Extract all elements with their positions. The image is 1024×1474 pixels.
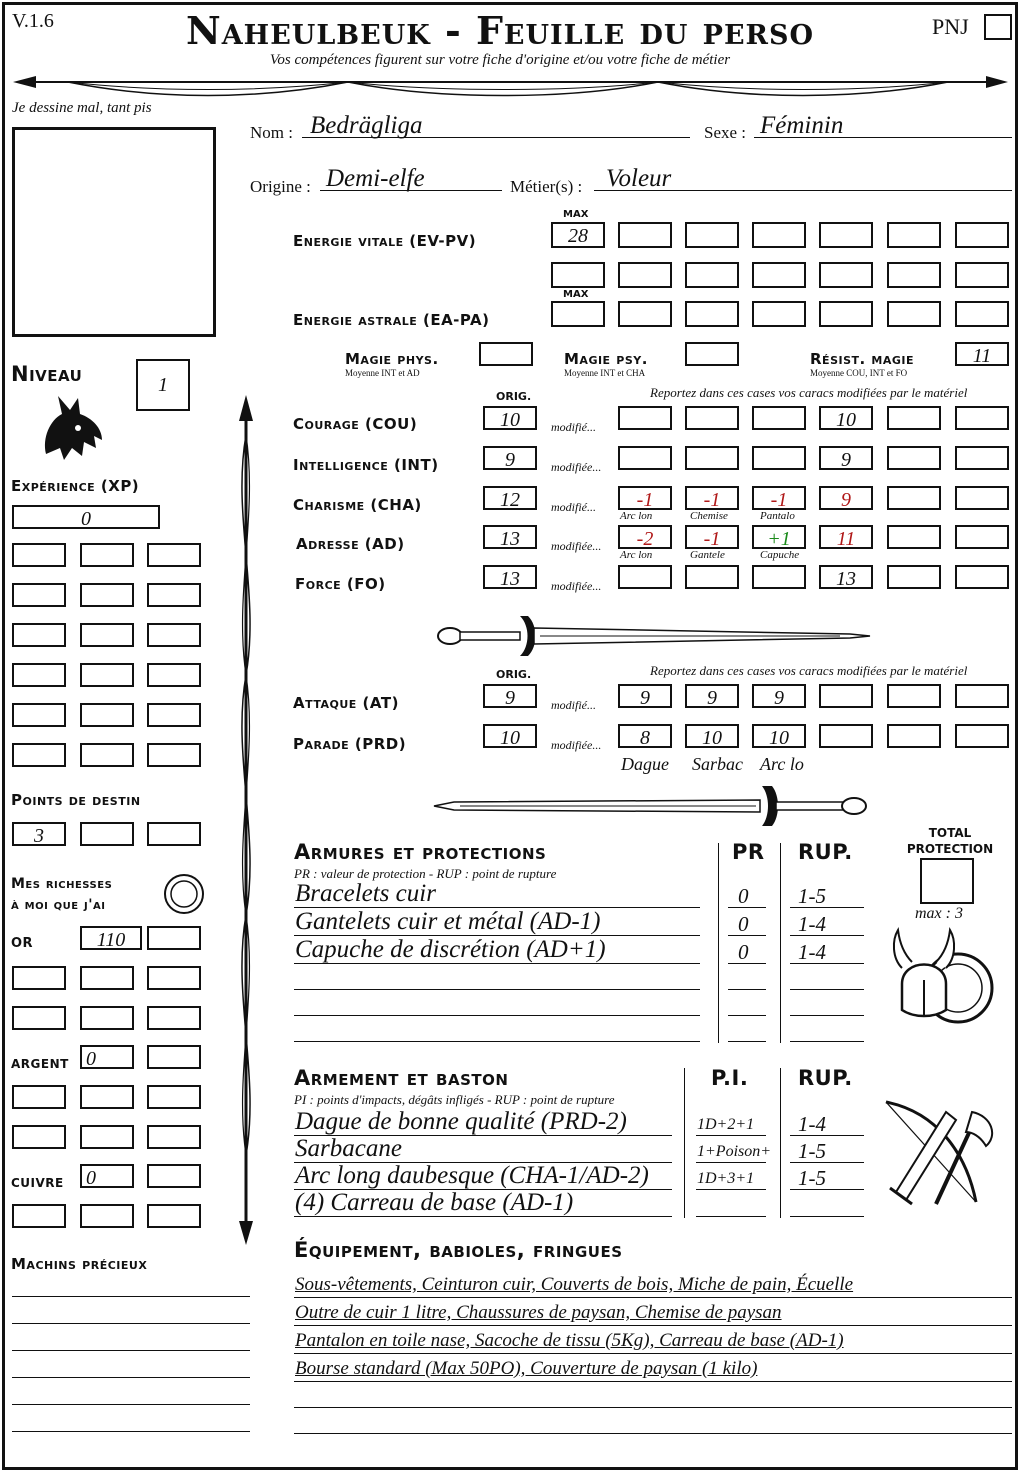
armure-line[interactable] [728,989,766,990]
argent-value: 0 [86,1048,96,1070]
ev-box[interactable] [685,222,739,248]
armures-rup-header: RUP. [798,840,853,864]
or-box[interactable] [12,966,66,990]
sexe-label: Sexe : [704,123,747,142]
xp-box[interactable] [12,505,160,529]
arme-line [696,1189,766,1190]
adresse-mod-box[interactable] [618,525,672,549]
page-subtitle: Vos compétences figurent sur votre fiche d'origine et/ou votre fiche de métier [269,52,731,68]
force-orig-value: 13 [500,568,520,590]
combat-report-note: Reportez dans ces cases vos caracs modifiées par le matériel [650,663,968,678]
total-protection-label-1: TOTAL [928,826,972,840]
charisme-final-box[interactable] [819,486,873,510]
arme-name[interactable]: Arc long daubesque (CHA-1/AD-2) [295,1162,649,1189]
machins-line[interactable] [12,1296,250,1297]
intelligence-modifie-label: modifiée... [551,460,602,474]
armure-name[interactable]: Capuche de discrétion (AD+1) [295,936,606,963]
xp-extra-box[interactable] [80,623,134,647]
armure-line [790,907,864,908]
niveau-value: 1 [158,374,168,396]
sword-icon [430,610,875,662]
force-modifie-label: modifiée... [551,579,602,593]
xp-label: Expérience (XP) [11,477,140,495]
charisme-mod-value: -1 [770,489,788,511]
or-box[interactable] [12,1006,66,1030]
force-label: Force (FO) [295,575,386,593]
sword-icon [430,780,875,832]
charisme-mod-box[interactable] [887,486,941,510]
total-protection-label-2: PROTECTION [906,842,994,856]
armement-subtitle: PI : points d'impacts, dégâts infligés - RUP : point de rupture [294,1092,615,1107]
portrait-box[interactable] [12,127,216,337]
xp-extra-box[interactable] [12,543,66,567]
ev-box[interactable] [887,222,941,248]
ea-max-label: MAX [563,289,589,300]
ev-label: Energie vitale (EV-PV) [293,232,477,250]
parade-mod-box[interactable] [955,724,1009,748]
ea-box[interactable] [819,301,873,327]
ea-box[interactable] [752,301,806,327]
adresse-mod-value: -2 [636,528,654,550]
adresse-label: Adresse (AD) [296,535,405,553]
origine-label: Origine : [250,177,311,196]
resist-magie-label: Résist. magie [810,350,915,368]
charisme-mod-note: Chemise [690,510,728,522]
ev-box[interactable] [955,262,1009,288]
armure-rup[interactable]: 1-5 [798,884,826,908]
parade-orig-box[interactable] [483,724,537,748]
equipement-line[interactable]: Outre de cuir 1 litre, Chaussures de paysan, Chemise de paysan [295,1302,782,1323]
force-mod-box[interactable] [618,565,672,589]
ev-max-label: MAX [563,209,589,220]
xp-extra-box[interactable] [147,703,201,727]
or-box[interactable] [80,966,134,990]
intelligence-orig-value: 9 [505,449,515,471]
destin-value: 3 [34,825,44,847]
attaque-modifie-label: modifié... [551,698,596,712]
origine-value[interactable]: Demi-elfe [326,165,425,192]
magie-phys-sub: Moyenne INT et AD [345,368,420,378]
armement-column-divider [780,1068,781,1218]
arme-pi[interactable]: 1+Poison+ [697,1143,772,1160]
nom-label: Nom : [250,123,293,142]
armure-line [728,963,766,964]
armure-line [294,963,700,964]
attaque-orig-box[interactable] [483,684,537,708]
courage-orig-box[interactable] [483,406,537,430]
force-mod-box[interactable] [752,565,806,589]
attaque-mod-value: 9 [640,687,650,709]
armure-pr[interactable]: 0 [738,912,749,936]
adresse-mod-note: Gantele [690,549,725,561]
ev-box[interactable] [752,222,806,248]
magie-psy-box[interactable] [685,342,739,366]
ev-box[interactable] [618,262,672,288]
parade-modifie-label: modifiée... [551,738,602,752]
ev-box[interactable] [752,262,806,288]
parade-mod-box[interactable] [887,724,941,748]
armement-column-divider [684,1068,685,1218]
or-box[interactable] [147,966,201,990]
armure-rup[interactable]: 1-4 [798,912,826,936]
charisme-mod-box[interactable] [685,486,739,510]
force-mod-box[interactable] [955,565,1009,589]
courage-mod-box[interactable] [618,406,672,430]
charisme-final-value: 9 [841,489,851,511]
decorative-vertical-spear [230,395,262,1245]
parade-mod-value: 8 [640,727,650,749]
armure-line[interactable] [728,1015,766,1016]
adresse-mod-box[interactable] [752,525,806,549]
xp-extra-box[interactable] [147,743,201,767]
argent-box[interactable] [80,1085,134,1109]
adresse-final-value: 11 [836,528,856,550]
argent-box[interactable] [12,1125,66,1149]
resist-magie-box[interactable] [955,342,1009,366]
courage-final-value: 10 [836,409,856,431]
charisme-mod-box[interactable] [955,486,1009,510]
arme-line [790,1162,864,1163]
armement-title: Armement et baston [294,1066,509,1090]
armures-title: Armures et protections [294,840,547,864]
adresse-mod-box[interactable] [887,525,941,549]
courage-label: Courage (COU) [293,415,418,433]
courage-mod-box[interactable] [955,406,1009,430]
xp-extra-box[interactable] [80,743,134,767]
attaque-label: Attaque (AT) [293,694,399,712]
xp-extra-box[interactable] [12,703,66,727]
equipement-rule [294,1381,1012,1382]
argent-box[interactable] [80,1045,134,1069]
or-box[interactable] [147,1006,201,1030]
charisme-mod-box[interactable] [618,486,672,510]
intelligence-final-value: 9 [841,449,851,471]
ev-max-box[interactable] [551,222,605,248]
xp-extra-box[interactable] [12,623,66,647]
adresse-mod-note: Capuche [760,549,800,561]
attaque-mod-box[interactable] [752,684,806,708]
charisme-label: Charisme (CHA) [293,496,422,514]
carac-orig-label: ORIG. [496,390,532,403]
charisme-mod-value: -1 [703,489,721,511]
armures-column-divider [718,843,719,1043]
argent-label: ARGENT [11,1057,69,1071]
parade-mod-box[interactable] [752,724,806,748]
armure-line[interactable] [294,989,700,990]
attaque-mod-box[interactable] [955,684,1009,708]
coin-icon [162,872,206,916]
portrait-caption: Je dessine mal, tant pis [12,100,152,116]
cuivre-label: CUIVRE [11,1176,64,1190]
courage-mod-box[interactable] [685,406,739,430]
adresse-mod-box[interactable] [685,525,739,549]
armure-line[interactable] [294,1041,700,1042]
cuivre-box[interactable] [80,1204,134,1228]
or-box[interactable] [80,1006,134,1030]
armure-pr[interactable]: 0 [738,884,749,908]
adresse-orig-value: 13 [500,528,520,550]
intelligence-mod-box[interactable] [955,446,1009,470]
armement-rup-header: RUP. [798,1066,853,1090]
intelligence-mod-box[interactable] [752,446,806,470]
total-protection-box[interactable] [920,858,974,904]
weapon-name: Arc lo [760,754,804,774]
destin-box[interactable] [80,822,134,846]
armure-line [728,935,766,936]
argent-box[interactable] [80,1125,134,1149]
arme-line [790,1189,864,1190]
armure-line [790,935,864,936]
arme-name[interactable]: Sarbacane [295,1135,402,1162]
arme-rup[interactable]: 1-5 [798,1139,826,1163]
crossed-weapons-icon [876,1092,1006,1216]
or-box[interactable] [147,926,201,950]
attaque-mod-box[interactable] [685,684,739,708]
xp-extra-box[interactable] [80,583,134,607]
arme-line [790,1135,864,1136]
richesses-label-2: à moi que j'ai [11,897,106,913]
adresse-mod-value: +1 [767,528,791,550]
equipement-rule [294,1297,1012,1298]
carac-report-note: Reportez dans ces cases vos caracs modifiées par le matériel [650,385,968,400]
xp-extra-box[interactable] [12,583,66,607]
magie-psy-label: Magie psy. [564,350,648,368]
destin-label: Points de destin [11,791,141,809]
ea-max-box[interactable] [551,301,605,327]
dragon-head-icon [38,392,106,464]
nom-value[interactable]: Bedrägliga [310,112,423,139]
xp-extra-box[interactable] [80,703,134,727]
adresse-orig-box[interactable] [483,525,537,549]
cuivre-box[interactable] [80,1164,134,1188]
weapon-name: Dague [621,754,669,774]
charisme-orig-box[interactable] [483,486,537,510]
armure-line[interactable] [790,1041,864,1042]
cuivre-value: 0 [86,1167,96,1189]
machins-line[interactable] [12,1377,250,1378]
attaque-mod-box[interactable] [887,684,941,708]
armures-pr-header: PR [732,840,765,864]
armure-line[interactable] [790,1015,864,1016]
arme-rup[interactable]: 1-5 [798,1166,826,1190]
or-value: 110 [96,929,126,951]
ev-box[interactable] [819,222,873,248]
ea-box[interactable] [887,301,941,327]
armure-line[interactable] [790,989,864,990]
charisme-orig-value: 12 [500,489,520,511]
page-title: Naheulbeuk - Feuille du perso [186,8,814,53]
attaque-orig-value: 9 [505,687,515,709]
armure-name[interactable]: Gantelets cuir et métal (AD-1) [295,908,601,935]
niveau-box[interactable] [136,359,190,411]
ea-box[interactable] [685,301,739,327]
xp-extra-box[interactable] [12,743,66,767]
arme-name[interactable]: (4) Carreau de base (AD-1) [295,1189,574,1216]
adresse-mod-note: Arc lon [620,549,653,561]
arme-rup[interactable]: 1-4 [798,1112,826,1136]
equipement-line[interactable]: Sous-vêtements, Ceinturon cuir, Couverts de bois, Miche de pain, Écuelle [295,1274,854,1295]
parade-mod-box[interactable] [819,724,873,748]
metier-label: Métier(s) : [510,177,583,196]
arme-line [294,1216,672,1217]
xp-extra-box[interactable] [12,663,66,687]
or-box[interactable] [80,926,142,950]
magie-psy-sub: Moyenne INT et CHA [564,368,646,378]
xp-extra-box[interactable] [147,663,201,687]
ea-box[interactable] [955,301,1009,327]
charisme-mod-box[interactable] [752,486,806,510]
richesses-label-1: Mes richesses [11,876,113,892]
courage-final-box[interactable] [819,406,873,430]
max-protection-note: max : 3 [915,905,963,922]
ev-box[interactable] [618,222,672,248]
force-mod-box[interactable] [685,565,739,589]
decorative-spear-divider [8,66,1012,106]
argent-box[interactable] [147,1045,201,1069]
charisme-mod-note: Pantalo [760,510,795,522]
ev-box[interactable] [685,262,739,288]
cuivre-box[interactable] [12,1204,66,1228]
machins-line[interactable] [12,1431,250,1432]
adresse-final-box[interactable] [819,525,873,549]
xp-extra-box[interactable] [80,543,134,567]
armures-column-divider [780,843,781,1043]
helmet-shield-icon [888,924,998,1040]
parade-mod-box[interactable] [618,724,672,748]
arme-pi[interactable]: 1D+2+1 [697,1116,755,1133]
intelligence-mod-box[interactable] [685,446,739,470]
equipement-rule[interactable] [294,1407,1012,1408]
attaque-mod-value: 9 [707,687,717,709]
parade-label: Parade (PRD) [293,735,407,753]
ev-box[interactable] [551,262,605,288]
destin-box[interactable] [12,822,66,846]
charisme-modifie-label: modifié... [551,500,596,514]
parade-mod-box[interactable] [685,724,739,748]
attaque-mod-box[interactable] [819,684,873,708]
xp-extra-box[interactable] [147,583,201,607]
ev-box[interactable] [887,262,941,288]
arme-line [696,1216,766,1217]
parade-mod-value: 10 [702,727,722,749]
niveau-label: Niveau [11,362,83,386]
ev-box[interactable] [955,222,1009,248]
courage-modifie-label: modifié... [551,420,596,434]
xp-extra-box[interactable] [147,623,201,647]
version-label: V.1.6 [12,10,54,32]
ea-box[interactable] [618,301,672,327]
argent-box[interactable] [12,1085,66,1109]
equipement-line[interactable]: Bourse standard (Max 50PO), Couverture de paysan (1 kilo) [295,1358,758,1379]
armure-rup[interactable]: 1-4 [798,940,826,964]
argent-box[interactable] [147,1125,201,1149]
armure-line[interactable] [728,1041,766,1042]
weapon-name: Sarbac [692,754,743,774]
arme-line [696,1135,766,1136]
charisme-mod-note: Arc lon [620,510,653,522]
intelligence-mod-box[interactable] [887,446,941,470]
force-final-value: 13 [836,568,856,590]
arme-pi[interactable]: 1D+3+1 [697,1170,755,1187]
machins-line[interactable] [12,1350,250,1351]
intelligence-label: Intelligence (INT) [293,456,439,474]
resist-magie-sub: Moyenne COU, INT et FO [810,368,908,378]
pnj-checkbox[interactable] [984,14,1012,40]
equipement-rule [294,1325,1012,1326]
pnj-label: PNJ [932,14,969,39]
armure-name[interactable]: Bracelets cuir [295,880,436,907]
intelligence-orig-box[interactable] [483,446,537,470]
arme-line [696,1162,766,1163]
xp-extra-box[interactable] [80,663,134,687]
attaque-mod-value: 9 [774,687,784,709]
adresse-mod-value: -1 [703,528,721,550]
cuivre-box[interactable] [147,1204,201,1228]
or-label: OR [11,936,34,951]
charisme-mod-value: -1 [636,489,654,511]
sexe-value[interactable]: Féminin [760,112,844,139]
ev-max-value: 28 [568,225,588,247]
armement-pi-header: P.I. [711,1066,749,1090]
force-mod-box[interactable] [887,565,941,589]
attaque-mod-box[interactable] [618,684,672,708]
machins-label: Machins précieux [11,1255,148,1273]
cuivre-box[interactable] [147,1164,201,1188]
intelligence-mod-box[interactable] [618,446,672,470]
courage-orig-value: 10 [500,409,520,431]
destin-box[interactable] [147,822,201,846]
equipement-rule [294,1353,1012,1354]
arme-name[interactable]: Dague de bonne qualité (PRD-2) [295,1108,627,1135]
argent-box[interactable] [147,1085,201,1109]
equipement-rule[interactable] [294,1433,1012,1434]
equipement-line[interactable]: Pantalon en toile nase, Sacoche de tissu (5Kg), Carreau de base (AD-1) [295,1330,844,1351]
armure-line [728,907,766,908]
intelligence-final-box[interactable] [819,446,873,470]
magie-phys-box[interactable] [479,342,533,366]
armure-line[interactable] [294,1015,700,1016]
armure-pr[interactable]: 0 [738,940,749,964]
arme-line [790,1216,864,1217]
armure-line [790,963,864,964]
force-final-box[interactable] [819,565,873,589]
machins-line[interactable] [12,1404,250,1405]
ev-box[interactable] [819,262,873,288]
courage-mod-box[interactable] [887,406,941,430]
adresse-mod-box[interactable] [955,525,1009,549]
combat-orig-label: ORIG. [496,668,532,681]
parade-mod-value: 10 [769,727,789,749]
xp-extra-box[interactable] [147,543,201,567]
resist-magie-value: 11 [972,345,992,367]
machins-line[interactable] [12,1323,250,1324]
parade-orig-value: 10 [500,727,520,749]
armures-subtitle: PR : valeur de protection - RUP : point de rupture [294,866,557,881]
metier-value[interactable]: Voleur [606,165,672,192]
adresse-modifie-label: modifiée... [551,539,602,553]
force-orig-box[interactable] [483,565,537,589]
xp-value: 0 [81,508,91,530]
ea-label: Energie astrale (EA-PA) [293,311,490,329]
magie-phys-label: Magie phys. [345,350,439,368]
equipement-title: Équipement, babioles, fringues [294,1238,623,1262]
courage-mod-box[interactable] [752,406,806,430]
